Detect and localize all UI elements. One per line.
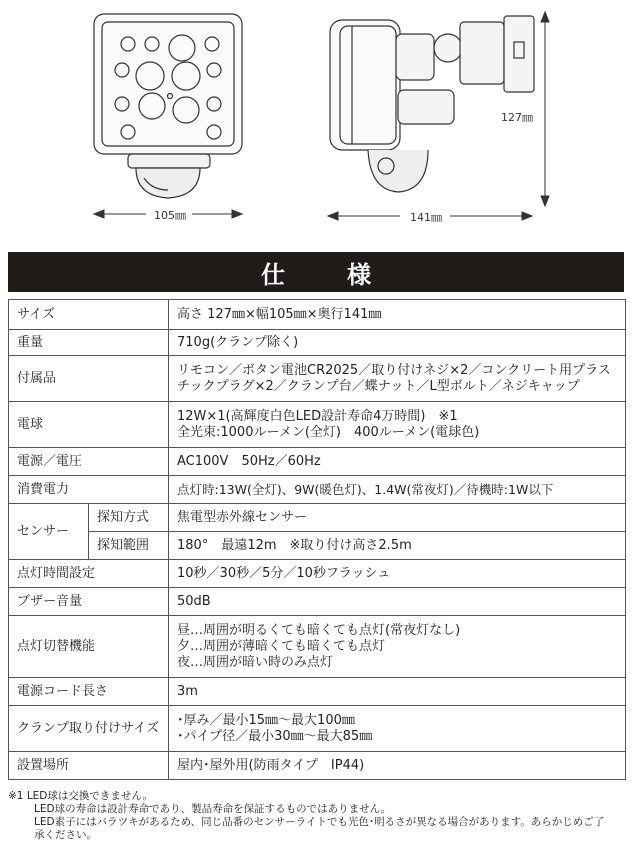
- table-row: [9, 560, 626, 588]
- mode-line-2: 夕…周囲が薄暗くても暗くても点灯: [177, 638, 386, 654]
- row-value-consumption: 点灯時:13W(全灯)、9W(暖色灯)、1.4W(常夜灯)／待機時:1W以下: [169, 476, 626, 504]
- row-value-buzzer: 50dB: [169, 588, 626, 616]
- row-value-sensor-method: 焦電型赤外線センサー: [169, 504, 626, 532]
- row-value-accessories: [169, 356, 626, 402]
- row-label-buzzer: ブザー音量: [9, 588, 169, 616]
- spec-table: [8, 299, 626, 780]
- row-label-weight: 重量: [9, 330, 169, 356]
- table-row: [9, 678, 626, 706]
- width-dimension-label: 105㎜: [154, 209, 186, 222]
- clamp-line-2: ･パイプ径／最小30㎜～最大85㎜: [177, 728, 373, 744]
- accessories-line-2: チックプラグ×2／クランプ台／蝶ナット／L型ボルト／ネジキャップ: [177, 378, 580, 394]
- row-value-location: 屋内･屋外用(防雨タイプ IP44): [169, 752, 626, 780]
- row-value-timer: 10秒／30秒／5分／10秒フラッシュ: [169, 560, 626, 588]
- row-label-cord: 電源コード長さ: [9, 678, 169, 706]
- row-label-timer: 点灯時間設定: [9, 560, 169, 588]
- table-row: [9, 476, 626, 504]
- row-value-bulb: [169, 402, 626, 448]
- depth-dimension-label: 141㎜: [410, 211, 442, 224]
- height-dimension-label: 127㎜: [501, 111, 533, 124]
- footnote-line-2: LED球の寿命は設計寿命であり、製品寿命を保証するものではありません。: [34, 803, 392, 815]
- spec-title: 仕様: [261, 260, 433, 289]
- table-row: [9, 504, 626, 532]
- row-value-sensor-range: 180° 最遠12m ※取り付け高さ2.5m: [169, 532, 626, 560]
- row-value-size: 高さ 127㎜×幅105㎜×奥行141㎜: [169, 300, 626, 330]
- row-label-clamp: クランプ取り付けサイズ: [9, 706, 169, 752]
- side-view-drawing: [330, 16, 534, 192]
- table-row: [9, 402, 626, 448]
- row-label-size: サイズ: [9, 300, 169, 330]
- table-row: [9, 616, 626, 678]
- row-label-sensor-method: 探知方式: [89, 504, 169, 532]
- bulb-line-1: 12W×1(高輝度白色LED設計寿命4万時間) ※1: [177, 408, 458, 424]
- row-value-clamp: [169, 706, 626, 752]
- row-value-mode: [169, 616, 626, 678]
- accessories-line-1: リモコン／ボタン電池CR2025／取り付けネジ×2／コンクリート用プラス: [177, 362, 611, 378]
- table-row: [9, 300, 626, 330]
- product-drawings: [0, 0, 640, 240]
- table-row: [9, 532, 626, 560]
- footnote-line-4: 承ください。: [34, 829, 97, 841]
- table-row: [9, 752, 626, 780]
- table-row: [9, 448, 626, 476]
- row-label-accessories: 付属品: [9, 356, 169, 402]
- table-row: [9, 330, 626, 356]
- row-label-power: 電源／電圧: [9, 448, 169, 476]
- table-row: [9, 356, 626, 402]
- row-label-location: 設置場所: [9, 752, 169, 780]
- row-value-cord: 3m: [169, 678, 626, 706]
- row-label-bulb: 電球: [9, 402, 169, 448]
- row-label-consumption: 消費電力: [9, 476, 169, 504]
- table-row: [9, 706, 626, 752]
- footnote: [8, 790, 628, 842]
- clamp-line-1: ･厚み／最小15㎜～最大100㎜: [177, 712, 355, 728]
- footnote-line-1: ※1 LED球は交換できません。: [8, 790, 154, 802]
- row-label-sensor-range: 探知範囲: [89, 532, 169, 560]
- spec-title-bar: [8, 252, 624, 292]
- bulb-line-2: 全光束:1000ルーメン(全灯) 400ルーメン(電球色): [177, 424, 480, 440]
- mode-line-3: 夜…周囲が暗い時のみ点灯: [177, 654, 334, 670]
- row-value-power: AC100V 50Hz／60Hz: [169, 448, 626, 476]
- row-value-weight: 710g(クランプ除く): [169, 330, 626, 356]
- row-label-sensor: センサー: [9, 504, 89, 560]
- front-view-drawing: [94, 14, 242, 198]
- mode-line-1: 昼…周囲が明るくても暗くても点灯(常夜灯なし): [177, 622, 461, 638]
- table-row: [9, 588, 626, 616]
- footnote-line-3: LED素子にはバラツキがあるため、同じ品番のセンサーライトでも光色･明るさが異なる場合があります。あらかじめご了: [34, 816, 605, 828]
- row-label-mode: 点灯切替機能: [9, 616, 169, 678]
